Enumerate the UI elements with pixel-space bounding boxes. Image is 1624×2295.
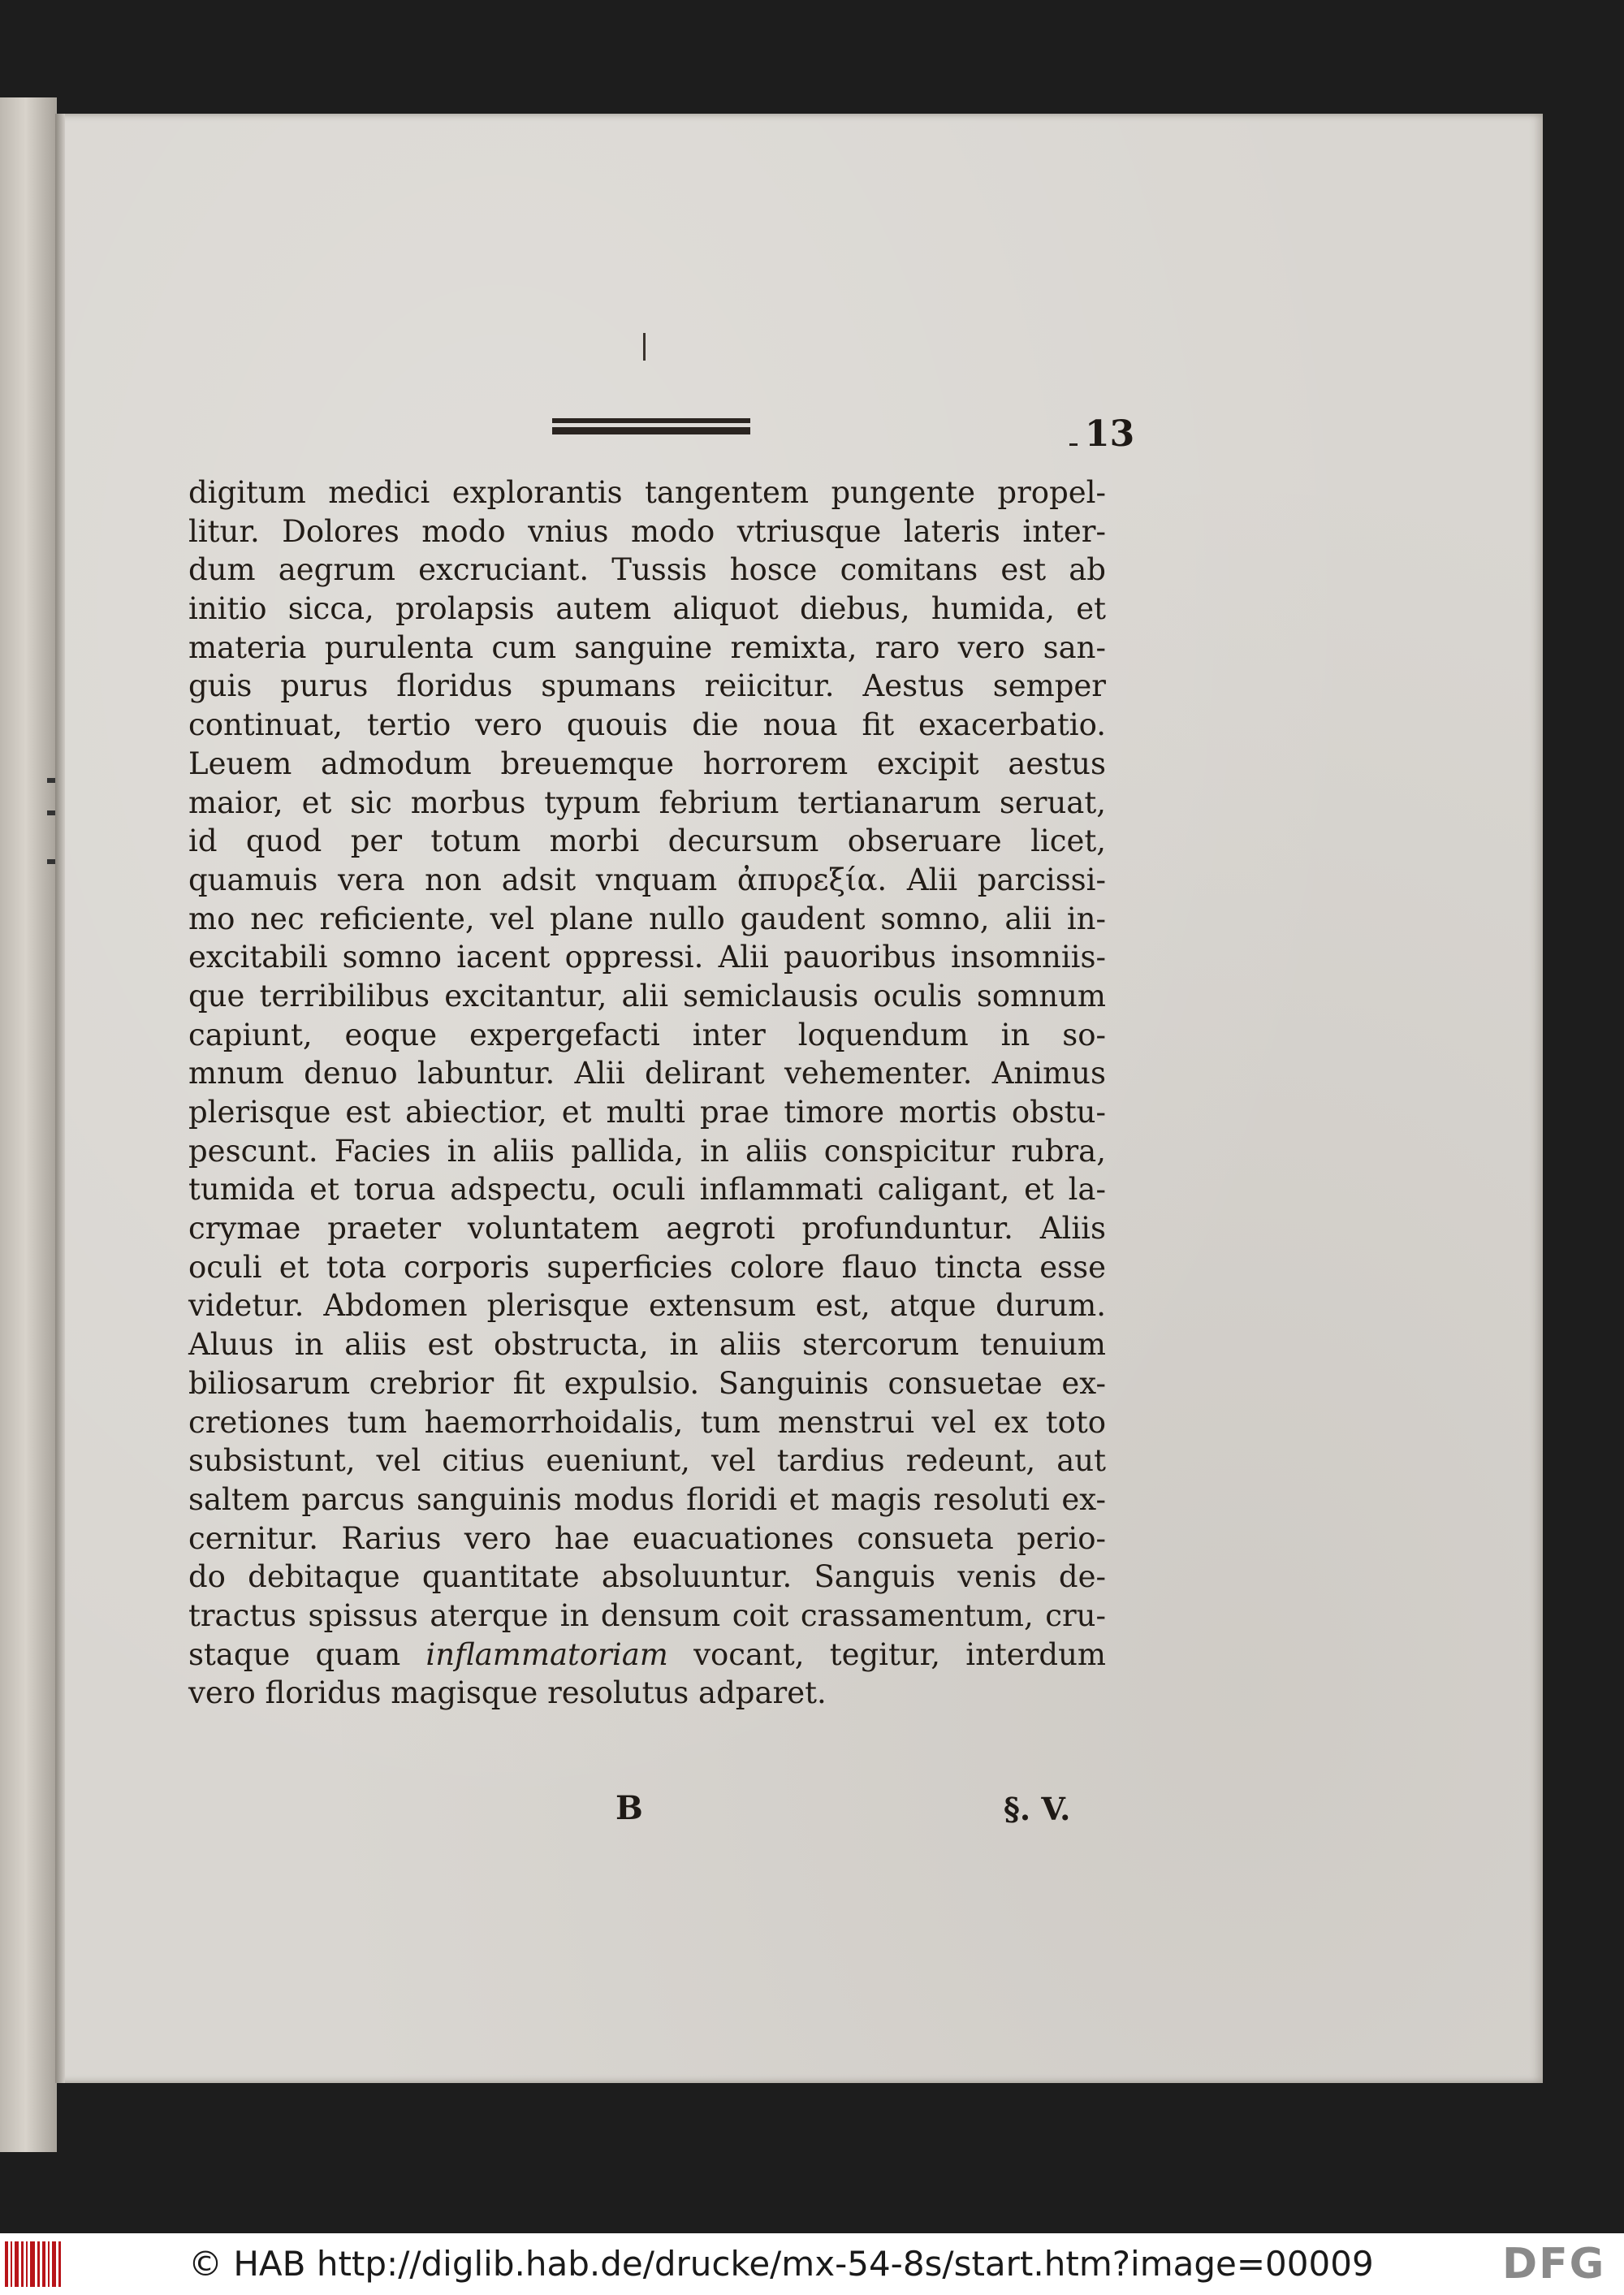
text-line: pescunt. Facies in aliis pallida, in aliis conspicitur rubra, <box>188 1133 1106 1169</box>
text-line: initio sicca, prolapsis autem aliquot diebus, humida, et <box>188 591 1106 627</box>
text-line: cretiones tum haemorrhoidalis, tum menstrui vel ex toto <box>188 1404 1106 1440</box>
text-line: capiunt, eoque expergefacti inter loquendum in so- <box>188 1017 1106 1052</box>
catchword: §. V. <box>1004 1791 1071 1827</box>
text-line: quamuis vera non adsit vnquam ἀπυρεξία. Alii parcissi- <box>188 862 1106 897</box>
text-line: do debitaque quantitate absoluuntur. Sanguis venis de- <box>188 1559 1106 1595</box>
page-gutter <box>55 114 65 2083</box>
text-line: litur. Dolores modo vnius modo vtriusque lateris inter- <box>188 513 1106 549</box>
footer-credit[interactable]: © HAB http://diglib.hab.de/drucke/mx-54-8s/start.htm?image=00009 <box>188 2244 1374 2284</box>
text-line: Aluus in aliis est obstructa, in aliis stercorum tenuium <box>188 1327 1106 1363</box>
footer-bar <box>0 2233 1624 2295</box>
facing-page-edge <box>0 97 57 2152</box>
text-line: continuat, tertio vero quouis die noua fit exacerbatio. <box>188 707 1106 743</box>
bleed-through-shadow <box>195 1726 926 1791</box>
body-text <box>188 473 1106 1713</box>
text-segment: staque quam <box>188 1636 426 1672</box>
header-dot <box>1069 443 1078 446</box>
text-segment: vocant, tegitur, interdum <box>667 1636 1106 1672</box>
text-line-last: vero floridus magisque resolutus adparet. <box>188 1675 827 1711</box>
text-line <box>188 1636 1106 1675</box>
text-line: tractus spissus aterque in densum coit crassamentum, cru- <box>188 1597 1106 1633</box>
text-line: videtur. Abdomen plerisque extensum est, atque durum. <box>188 1288 1106 1324</box>
text-line: biliosarum crebrior fit expulsio. Sanguinis consuetae ex- <box>188 1365 1106 1401</box>
text-line: subsistunt, vel citius eueniunt, vel tardius redeunt, aut <box>188 1443 1106 1479</box>
text-line: id quod per totum morbi decursum obseruare licet, <box>188 823 1106 859</box>
text-line: que terribilibus excitantur, alii semiclausis oculis somnum <box>188 978 1106 1014</box>
text-line: digitum medici explorantis tangentem pungente propel- <box>188 475 1106 510</box>
text-line: dum aegrum excruciant. Tussis hosce comitans est ab <box>188 552 1106 588</box>
signature-mark: B <box>615 1789 643 1827</box>
text-line: mnum denuo labuntur. Alii delirant vehementer. Animus <box>188 1056 1106 1091</box>
text-line: materia purulenta cum sanguine remixta, raro vero san- <box>188 629 1106 665</box>
text-line: excitabili somno iacent oppressi. Alii pauoribus insomniis- <box>188 940 1106 975</box>
text-line: Leuem admodum breuemque horrorem excipit aestus <box>188 746 1106 781</box>
text-line: mo nec reficiente, vel plane nullo gaudent somno, alii in- <box>188 901 1106 936</box>
text-line: oculi et tota corporis superficies colore flauo tincta esse <box>188 1249 1106 1285</box>
text-line: tumida et torua adspectu, oculi inflammati caligant, et la- <box>188 1172 1106 1208</box>
text-line: cernitur. Rarius vero hae euacuationes consueta perio- <box>188 1520 1106 1556</box>
text-line: plerisque est abiectior, et multi prae timore mortis obstu- <box>188 1095 1106 1130</box>
text-line: maior, et sic morbus typum febrium tertianarum seruat, <box>188 784 1106 820</box>
page-number: 13 <box>1085 413 1135 455</box>
printer-mark <box>643 333 646 361</box>
text-line: guis purus floridus spumans reiicitur. Aestus semper <box>188 668 1106 704</box>
header-ornament-rule <box>552 418 750 436</box>
barcode-icon <box>5 2241 67 2287</box>
dfg-logo: DFG <box>1502 2240 1606 2289</box>
text-line: crymae praeter voluntatem aegroti profunduntur. Aliis <box>188 1211 1106 1247</box>
italic-term: inflammatoriam <box>425 1636 668 1672</box>
text-line: saltem parcus sanguinis modus floridi et magis resoluti ex- <box>188 1481 1106 1517</box>
